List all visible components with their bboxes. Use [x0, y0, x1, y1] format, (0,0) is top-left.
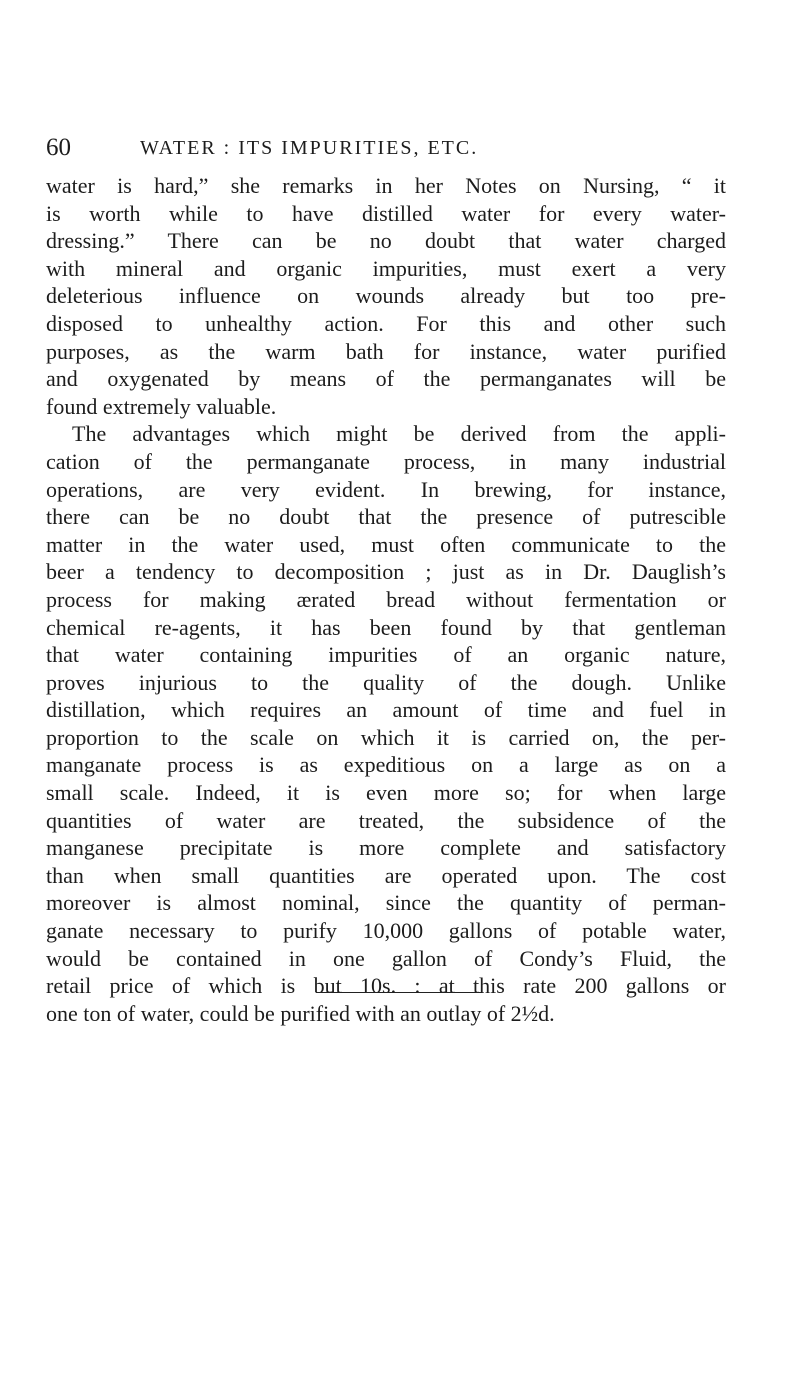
text-line: cation of the permanganate process, in many industrial	[46, 448, 726, 474]
text-line: than when small quantities are operated upon. The cost	[46, 862, 726, 888]
text-line: proves injurious to the quality of the dough. Unlike	[46, 669, 726, 695]
text-line: one ton of water, could be purified with an outlay of 2½d.	[46, 1000, 555, 1026]
text-line: matter in the water used, must often communicate to the	[46, 531, 726, 557]
text-line: deleterious influence on wounds already but too pre-	[46, 283, 726, 309]
paragraph-1	[46, 172, 726, 420]
text-line: dressing.” There can be no doubt that water charged	[46, 228, 726, 254]
page-header	[46, 133, 726, 163]
text-line: ganate necessary to purify 10,000 gallons of potable water,	[46, 918, 726, 944]
section-divider	[316, 992, 481, 993]
text-line: beer a tendency to decomposition ; just as in Dr. Dauglish’s	[46, 559, 726, 585]
text-line: would be contained in one gallon of Condy’s Fluid, the	[46, 945, 726, 971]
body-text	[46, 172, 726, 1027]
text-line: manganese precipitate is more complete and satisfactory	[46, 835, 726, 861]
text-line: disposed to unhealthy action. For this and other such	[46, 310, 726, 336]
text-line: chemical re-agents, it has been found by that gentleman	[46, 614, 726, 640]
text-line: water is hard,” she remarks in her Notes on Nursing, “ it	[46, 173, 726, 198]
text-line: purposes, as the warm bath for instance, water purified	[46, 338, 726, 364]
text-line: there can be no doubt that the presence of putrescible	[46, 504, 726, 530]
text-line: distillation, which requires an amount of time and fuel in	[46, 697, 726, 723]
text-line: small scale. Indeed, it is even more so; for when large	[46, 780, 726, 806]
text-line: operations, are very evident. In brewing, for instance,	[46, 476, 726, 502]
text-line: retail price of which is but 10s. : at this rate 200 gallons or	[46, 973, 726, 999]
text-line: that water containing impurities of an organic nature,	[46, 642, 726, 668]
text-line: quantities of water are treated, the subsidence of the	[46, 807, 726, 833]
text-line: with mineral and organic impurities, must exert a very	[46, 255, 726, 281]
page-number: 60	[46, 134, 71, 161]
text-line: process for making ærated bread without fermentation or	[46, 586, 726, 612]
text-line: found extremely valuable.	[46, 393, 277, 419]
paragraph-2	[46, 420, 726, 1027]
text-line: and oxygenated by means of the permanganates will be	[46, 366, 726, 392]
text-line: manganate process is as expeditious on a large as on a	[46, 752, 726, 778]
text-line: The advantages which might be derived from the appli-	[72, 421, 726, 447]
text-line: moreover is almost nominal, since the quantity of perman-	[46, 890, 726, 916]
running-head: WATER : ITS IMPURITIES, ETC.	[140, 137, 479, 159]
text-line: is worth while to have distilled water for every water-	[46, 200, 726, 226]
text-line: proportion to the scale on which it is carried on, the per-	[46, 724, 726, 750]
